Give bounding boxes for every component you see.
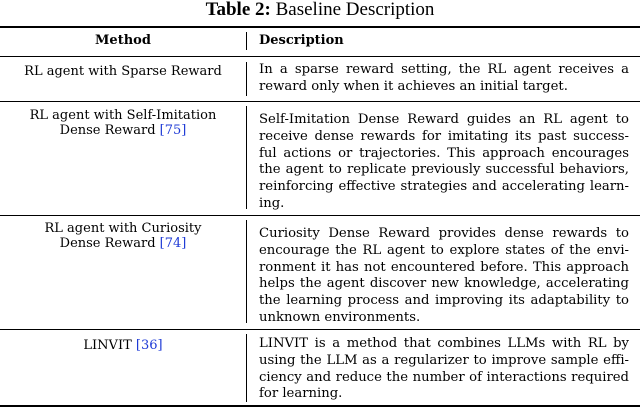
table-caption-label: Table 2 <box>205 0 265 20</box>
row-2-column-divider <box>246 106 247 209</box>
table-caption-text: Baseline Description <box>270 0 435 20</box>
table-row-3-description <box>259 226 629 327</box>
row-2-bottom-rule <box>0 215 640 216</box>
row-4-desc-line-3: ciency and reduce the number of interactions required <box>259 369 629 385</box>
table-top-rule <box>0 26 640 28</box>
row-2-desc-line-4: the agent to replicate previously successful behaviors, <box>259 162 629 178</box>
row-3-desc-line-4: helps the agent discover new knowledge, accelerating <box>259 276 629 292</box>
row-4-desc-line-4: for learning. <box>259 386 343 402</box>
row-2-method-line-2: Dense Reward <box>59 123 156 138</box>
table-row-3-method <box>0 221 246 251</box>
table-row-4-description <box>259 336 629 403</box>
table-bottom-rule <box>0 405 640 407</box>
row-1-method-line-1: RL agent with Sparse Reward <box>24 64 222 79</box>
row-1-desc-line-1: In a sparse reward setting, the RL agent receives a <box>259 62 629 77</box>
row-1-bottom-rule <box>0 101 640 102</box>
row-4-column-divider <box>246 334 247 402</box>
row-3-desc-line-2: encourage the RL agent to explore states of the envi- <box>259 242 629 258</box>
row-2-method-line-1: RL agent with Self-Imitation <box>29 108 217 123</box>
row-2-desc-line-2: receive dense rewards for imitating its past success- <box>259 128 629 144</box>
row-4-desc-line-2: using the LLM as a regularizer to improve sample effi- <box>259 352 629 368</box>
row-4-citation-link[interactable]: [36] <box>135 338 163 353</box>
row-2-desc-line-5: reinforcing effective strategies and accelerating learn- <box>259 179 629 195</box>
row-4-method-line-1: LINVIT <box>83 338 132 353</box>
table-row-1-description <box>259 62 629 96</box>
row-3-desc-line-1: Curiosity Dense Reward provides dense rewards to <box>259 226 629 241</box>
description-column-header: Description <box>259 33 344 48</box>
method-column-header: Method <box>95 33 151 48</box>
header-bottom-rule <box>0 56 640 57</box>
row-2-desc-line-1: Self-Imitation Dense Reward guides an RL agent to <box>259 112 629 127</box>
table-row-1-method <box>0 64 246 79</box>
row-2-citation-link[interactable]: [75] <box>159 123 187 138</box>
table-row-4-method <box>0 338 246 353</box>
row-3-method-line-1: RL agent with Curiosity <box>44 221 202 236</box>
row-3-bottom-rule <box>0 329 640 330</box>
row-2-desc-line-6: ing. <box>259 195 285 211</box>
row-3-desc-line-6: unknown environments. <box>259 309 421 325</box>
table-caption-separator: : <box>264 0 271 20</box>
row-3-column-divider <box>246 220 247 323</box>
row-3-citation-link[interactable]: [74] <box>159 236 187 251</box>
table-row-2-method <box>0 108 246 138</box>
header-column-divider <box>246 32 247 50</box>
row-3-method-line-2: Dense Reward <box>59 236 156 251</box>
row-2-desc-line-3: ful actions or trajectories. This approach encourages <box>259 145 629 161</box>
table-caption <box>0 0 640 20</box>
row-1-column-divider <box>246 62 247 96</box>
row-1-desc-line-2: reward only when it achieves an initial target. <box>259 78 568 94</box>
table-row-2-description <box>259 112 629 213</box>
row-3-desc-line-3: ronment it has not encountered before. This approach <box>259 259 629 275</box>
row-4-desc-line-1: LINVIT is a method that combines LLMs with RL by <box>259 336 629 351</box>
row-3-desc-line-5: the learning process and improving its adaptability to <box>259 293 629 309</box>
